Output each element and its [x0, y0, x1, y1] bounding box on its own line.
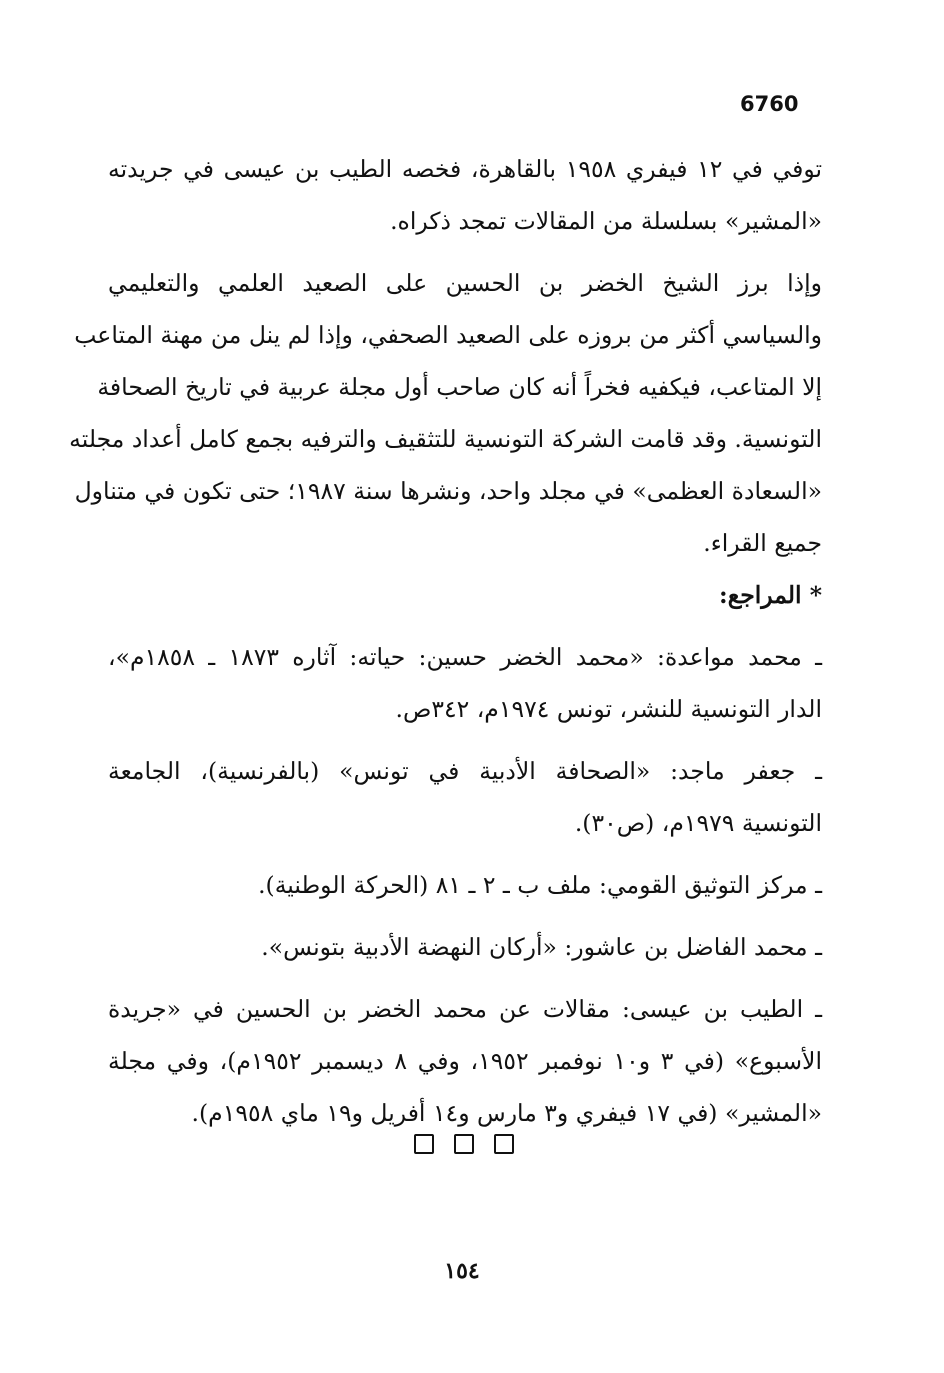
text-line: إلا المتاعب، فيكفيه فخراً أنه كان صاحب أول مجلة عربية في تاريخ الصحافة: [97, 373, 822, 401]
text-line: ـ مركز التوثيق القومي: ملف ب ـ ٢ ـ ٨١ (الحركة الوطنية).: [258, 871, 822, 899]
text-line: «المشير» بسلسلة من المقالات تمجد ذكراه.: [390, 207, 822, 235]
paragraph-1: [108, 143, 822, 247]
text-line: الأسبوع» (في ٣ و١٠ نوفمبر ١٩٥٢، وفي ٨ ديسمبر ١٩٥٢م)، وفي مجلة: [108, 1047, 822, 1075]
square-icon: [454, 1134, 474, 1154]
square-icon: [414, 1134, 434, 1154]
text-line: ـ محمد الفاضل بن عاشور: «أركان النهضة الأدبية بتونس».: [261, 933, 822, 961]
text-line: ـ الطيب بن عيسى: مقالات عن محمد الخضر بن الحسين في «جريدة: [108, 995, 822, 1023]
text-line: الدار التونسية للنشر، تونس ١٩٧٤م، ٣٤٢ص.: [395, 695, 822, 723]
page-body: [69, 143, 822, 1139]
three-square-ornament-icon: [414, 1134, 514, 1154]
text-line: جميع القراء.: [703, 529, 822, 557]
text-line: ـ محمد مواعدة: «محمد الخضر حسين: حياته: آثاره ١٨٧٣ ـ ١٨٥٨م»،: [108, 643, 822, 671]
reference-entry: [108, 983, 822, 1139]
references-heading: * المراجع:: [719, 581, 822, 609]
text-line: التونسية. وقد قامت الشركة التونسية للتثقيف والترفيه بجمع كامل أعداد مجلته: [69, 425, 822, 453]
text-line: وإذا برز الشيخ الخضر بن الحسين على الصعيد العلمي والتعليمي: [108, 269, 822, 297]
text-line: التونسية ١٩٧٩م، (ص٣٠).: [574, 809, 822, 837]
reference-entry: [108, 631, 822, 735]
text-line: توفي في ١٢ فيفري ١٩٥٨ بالقاهرة، فخصه الطيب بن عيسى في جريدته: [108, 155, 822, 183]
reference-entry: [108, 745, 822, 849]
page-folio: ١٥٤: [444, 1258, 480, 1284]
reference-entry: [108, 859, 822, 911]
paragraph-2: [69, 257, 822, 569]
reference-entry: [108, 921, 822, 973]
text-line: والسياسي أكثر من بروزه على الصعيد الصحفي، وإذا لم ينل من مهنة المتاعب: [74, 321, 822, 349]
text-line: ـ جعفر ماجد: «الصحافة الأدبية في تونس» (بالفرنسية)، الجامعة: [108, 757, 822, 785]
square-icon: [494, 1134, 514, 1154]
text-line: «السعادة العظمى» في مجلد واحد، ونشرها سنة ١٩٨٧؛ حتى تكون في متناول: [74, 477, 822, 505]
text-line: «المشير» (في ١٧ فيفري و٣ مارس و١٤ أفريل و١٩ ماي ١٩٥٨م).: [191, 1099, 822, 1127]
page-top-number: 6760: [740, 92, 799, 116]
